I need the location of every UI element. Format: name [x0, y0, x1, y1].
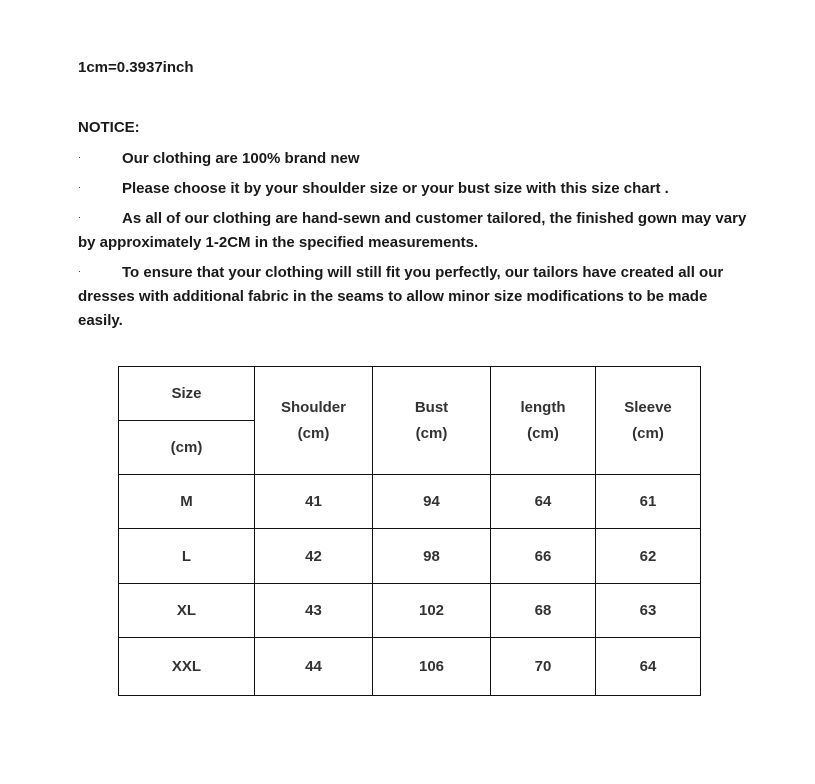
column-label: Bust	[414, 398, 449, 416]
column-unit: (cm)	[527, 424, 559, 442]
length-cell: 66	[491, 529, 596, 584]
column-label: Shoulder	[280, 398, 346, 416]
sleeve-cell: 61	[596, 475, 701, 529]
notice-item	[78, 177, 748, 201]
bullet-icon: ·	[78, 182, 81, 192]
column-label: Sleeve	[624, 398, 672, 416]
column-header-length	[491, 367, 596, 475]
size-header-cell: Size	[119, 367, 255, 421]
notice-title: NOTICE:	[78, 119, 140, 136]
length-cell: 70	[491, 638, 596, 696]
notice-item-text: As all of our clothing are hand-sewn and customer tailored, the finished gown may vary by approximately 1-2CM in the specified measurements.	[78, 210, 747, 251]
sleeve-cell: 63	[596, 584, 701, 638]
size-cell: XL	[119, 584, 255, 638]
notice-item	[78, 207, 748, 255]
shoulder-cell: 41	[255, 475, 373, 529]
column-label: length	[520, 398, 566, 416]
bullet-icon: ·	[78, 152, 81, 162]
table-row	[119, 638, 701, 696]
sleeve-cell: 62	[596, 529, 701, 584]
notice-item-text: To ensure that your clothing will still fit you perfectly, our tailors have created all our dresses with additional fabric in the seams to allow minor size modifications to be made easily.	[78, 264, 724, 329]
notice-item-text: Please choose it by your shoulder size or your bust size with this size chart .	[122, 180, 669, 197]
bullet-icon: ·	[78, 212, 81, 222]
shoulder-cell: 43	[255, 584, 373, 638]
size-cell: XXL	[119, 638, 255, 696]
sleeve-cell: 64	[596, 638, 701, 696]
shoulder-cell: 44	[255, 638, 373, 696]
table-row	[119, 475, 701, 529]
size-chart-table	[118, 366, 701, 696]
notice-item-text: Our clothing are 100% brand new	[122, 150, 360, 167]
length-cell: 64	[491, 475, 596, 529]
bullet-icon: ·	[78, 266, 81, 276]
shoulder-cell: 42	[255, 529, 373, 584]
table-row	[119, 529, 701, 584]
column-unit: (cm)	[415, 424, 448, 442]
bust-cell: 106	[373, 638, 491, 696]
length-cell: 68	[491, 584, 596, 638]
column-unit: (cm)	[632, 424, 664, 442]
unit-conversion: 1cm=0.3937inch	[78, 59, 194, 76]
column-header-sleeve	[596, 367, 701, 475]
column-header-bust	[373, 367, 491, 475]
table-row	[119, 584, 701, 638]
column-header-shoulder	[255, 367, 373, 475]
size-unit-cell: (cm)	[119, 421, 255, 475]
notice-item	[78, 261, 748, 333]
column-unit: (cm)	[297, 424, 330, 442]
bust-cell: 98	[373, 529, 491, 584]
size-cell: L	[119, 529, 255, 584]
size-cell: M	[119, 475, 255, 529]
bust-cell: 94	[373, 475, 491, 529]
bust-cell: 102	[373, 584, 491, 638]
notice-item	[78, 147, 748, 171]
